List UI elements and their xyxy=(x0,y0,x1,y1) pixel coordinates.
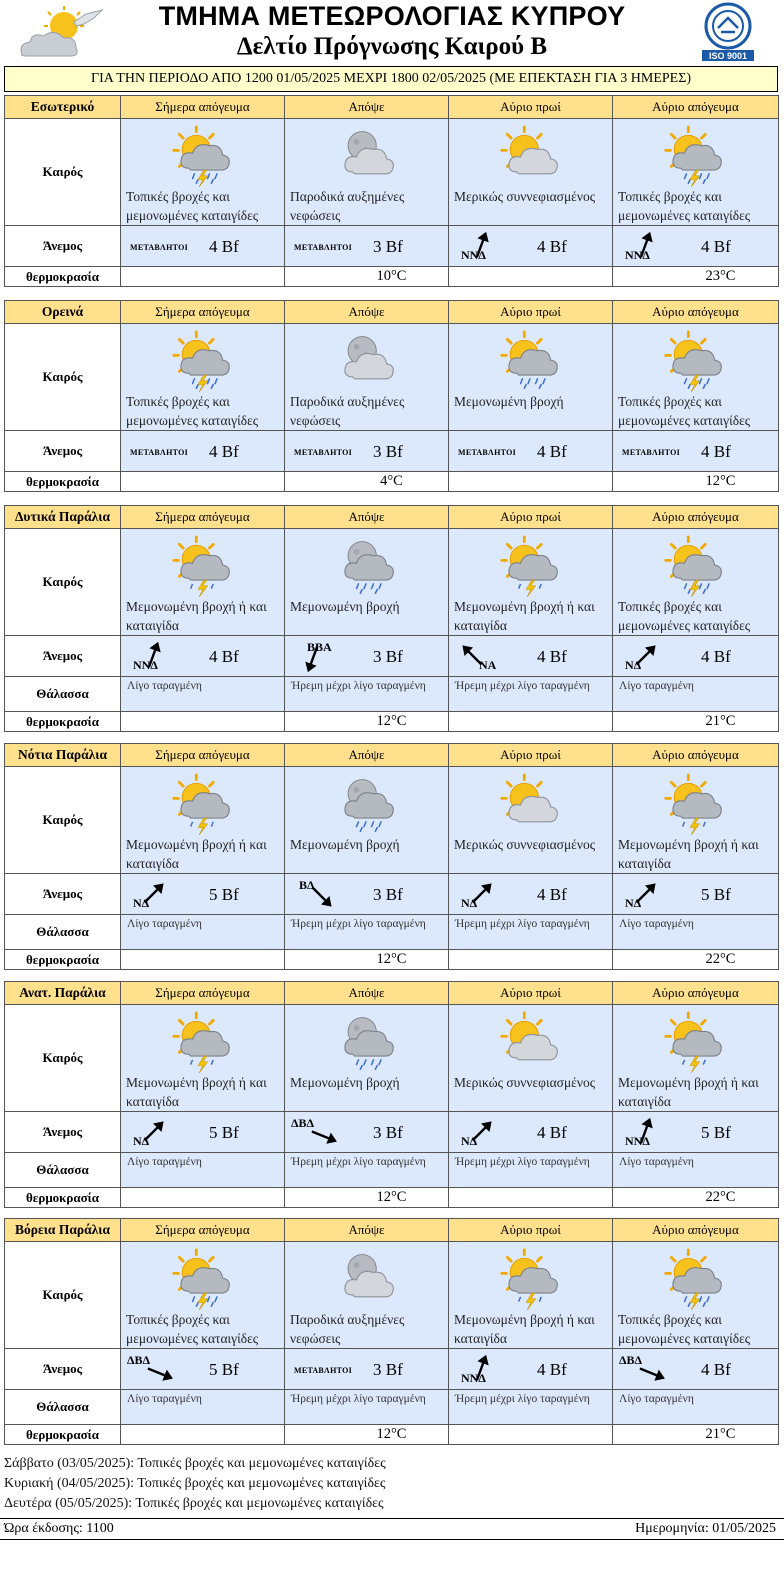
temperature-night: 12°C xyxy=(285,950,449,970)
weather-row xyxy=(5,1005,779,1112)
weather-description: Μερικώς συννεφιασμένος xyxy=(454,1075,596,1090)
cloud-moon-icon xyxy=(330,330,400,392)
sea-cell xyxy=(285,1390,449,1425)
sea-cell xyxy=(121,677,285,712)
sea-cell xyxy=(285,1153,449,1188)
wind-row xyxy=(5,226,779,267)
wind-direction-label: ΝΔ xyxy=(461,1134,478,1148)
weather-description: Τοπικές βροχές και μεμονωμένες καταιγίδες xyxy=(126,189,259,223)
sun-thunder-icon xyxy=(166,1011,236,1073)
weather-cell xyxy=(121,529,285,636)
wind-direction-label: ΝΝΔ xyxy=(461,1371,486,1385)
temperature-row-label: θερμοκρασία xyxy=(5,1188,121,1208)
sun-thunder-rain-icon xyxy=(166,330,236,392)
temperature-day: 22°C xyxy=(613,950,779,970)
wind-force: 4 Bf xyxy=(537,237,567,256)
weather-cell xyxy=(285,1242,449,1349)
wind-direction-label: ΝΝΔ xyxy=(625,248,650,262)
column-header: Αύριο πρωί xyxy=(449,1219,613,1242)
column-header: Απόψε xyxy=(285,506,449,529)
temperature-row xyxy=(5,472,779,492)
temperature-row xyxy=(5,267,779,287)
wind-row-label: Άνεμος xyxy=(5,874,121,915)
weather-cell xyxy=(121,1005,285,1112)
weather-row-label: Καιρός xyxy=(5,529,121,636)
weather-cell xyxy=(613,119,779,226)
weather-description: Τοπικές βροχές και μεμονωμένες καταιγίδες xyxy=(126,394,259,428)
outlook-line: Κυριακή (04/05/2025): Τοπικές βροχές και μεμονωμένες καταιγίδες xyxy=(4,1476,386,1491)
wind-row xyxy=(5,1112,779,1153)
wind-direction-label: ΜΕΤΑΒΛΗΤΟΙ xyxy=(130,448,189,457)
region-table xyxy=(4,981,779,1208)
sea-state: Λίγο ταραγμένη xyxy=(619,1156,694,1168)
wind-direction-label: ΔΒΔ xyxy=(291,1116,315,1130)
wind-cell xyxy=(285,431,449,472)
region-table xyxy=(4,505,779,732)
weather-row-label: Καιρός xyxy=(5,1242,121,1349)
wind-cell xyxy=(285,1349,449,1390)
sun-thunder-icon xyxy=(166,535,236,597)
weather-description: Μερικώς συννεφιασμένος xyxy=(454,189,596,204)
region-name: Δυτικά Παράλια xyxy=(5,506,121,529)
wind-row-label: Άνεμος xyxy=(5,1349,121,1390)
wind-cell xyxy=(121,431,285,472)
weather-description: Τοπικές βροχές και μεμονωμένες καταιγίδες xyxy=(126,1312,259,1346)
wind-direction-label: ΒΔ xyxy=(299,878,315,892)
sea-cell xyxy=(449,677,613,712)
weather-description: Τοπικές βροχές και μεμονωμένες καταιγίδες xyxy=(618,189,751,223)
weather-cell xyxy=(285,324,449,431)
sun-thunder-rain-icon xyxy=(166,125,236,187)
weather-description: Μεμονωμένη βροχή ή και καταιγίδα xyxy=(618,1075,759,1109)
weather-cell xyxy=(449,767,613,874)
region-header-row xyxy=(5,1219,779,1242)
sea-row-label: Θάλασσα xyxy=(5,915,121,950)
forecast-period: ΓΙΑ ΤΗΝ ΠΕΡΙΟΔΟ ΑΠΟ 1200 01/05/2025 ΜΕΧΡΙ 1800 02/05/2025 (ΜΕ ΕΠΕΚΤΑΣΗ ΓΙΑ 3 ΗΜΕΡΕΣ) xyxy=(4,66,778,92)
wind-direction-label: ΝΝΔ xyxy=(625,1134,650,1148)
sun-thunder-icon xyxy=(494,1248,564,1310)
sea-state: Ήρεμη μέχρι λίγο ταραγμένη xyxy=(291,1393,426,1405)
weather-cell xyxy=(285,119,449,226)
wind-cell xyxy=(449,1112,613,1153)
wind-direction-label: ΝΝΔ xyxy=(461,248,486,262)
wind-force: 4 Bf xyxy=(537,885,567,904)
column-header: Αύριο απόγευμα xyxy=(613,1219,779,1242)
wind-force: 5 Bf xyxy=(701,885,731,904)
wind-cell xyxy=(121,226,285,267)
wind-force: 5 Bf xyxy=(209,1360,239,1379)
weather-description: Μεμονωμένη βροχή xyxy=(454,394,564,409)
weather-description: Τοπικές βροχές και μεμονωμένες καταιγίδες xyxy=(618,394,751,428)
sea-cell xyxy=(613,1153,779,1188)
temperature-row xyxy=(5,1425,779,1445)
weather-row-label: Καιρός xyxy=(5,767,121,874)
column-header: Σήμερα απόγευμα xyxy=(121,1219,285,1242)
wind-force: 4 Bf xyxy=(209,647,239,666)
column-header: Αύριο πρωί xyxy=(449,982,613,1005)
wind-force: 4 Bf xyxy=(701,237,731,256)
column-header: Σήμερα απόγευμα xyxy=(121,301,285,324)
weather-cell xyxy=(121,767,285,874)
wind-cell xyxy=(121,1349,285,1390)
temperature-cell xyxy=(449,472,613,492)
wind-force: 5 Bf xyxy=(209,1123,239,1142)
weather-cell xyxy=(613,767,779,874)
region-header-row xyxy=(5,506,779,529)
sun-thunder-icon xyxy=(658,773,728,835)
weather-description: Μεμονωμένη βροχή ή και καταιγίδα xyxy=(126,599,267,633)
outlook-line: Σάββατο (03/05/2025): Τοπικές βροχές και μεμονωμένες καταιγίδες xyxy=(4,1456,386,1471)
temperature-day: 22°C xyxy=(613,1188,779,1208)
column-header: Απόψε xyxy=(285,96,449,119)
issue-time: Ώρα έκδοσης: 1100 xyxy=(4,1521,114,1536)
temperature-row-label: θερμοκρασία xyxy=(5,712,121,732)
wind-direction-label: ΝΔ xyxy=(625,658,642,672)
temperature-day: 12°C xyxy=(613,472,779,492)
temperature-row-label: θερμοκρασία xyxy=(5,472,121,492)
temperature-night: 10°C xyxy=(285,267,449,287)
column-header: Αύριο πρωί xyxy=(449,744,613,767)
column-header: Απόψε xyxy=(285,744,449,767)
region-name: Ορεινά xyxy=(5,301,121,324)
weather-description: Μεμονωμένη βροχή ή και καταιγίδα xyxy=(454,1312,595,1346)
region-name: Ανατ. Παράλια xyxy=(5,982,121,1005)
temperature-cell xyxy=(121,472,285,492)
wind-cell xyxy=(613,636,779,677)
weather-row-label: Καιρός xyxy=(5,119,121,226)
wind-force: 3 Bf xyxy=(373,237,403,256)
wind-cell xyxy=(285,874,449,915)
sea-state: Ήρεμη μέχρι λίγο ταραγμένη xyxy=(291,918,426,930)
wind-cell xyxy=(449,1349,613,1390)
column-header: Αύριο πρωί xyxy=(449,506,613,529)
wind-direction-label: ΜΕΤΑΒΛΗΤΟΙ xyxy=(294,243,353,252)
weather-cell xyxy=(613,529,779,636)
wind-force: 4 Bf xyxy=(209,442,239,461)
sea-row-label: Θάλασσα xyxy=(5,1153,121,1188)
wind-row xyxy=(5,874,779,915)
temperature-day: 21°C xyxy=(613,1425,779,1445)
region-header-row xyxy=(5,301,779,324)
temperature-cell xyxy=(121,267,285,287)
column-header: Αύριο απόγευμα xyxy=(613,744,779,767)
moon-rain-icon xyxy=(330,773,400,835)
weather-row xyxy=(5,529,779,636)
sun-thunder-icon xyxy=(494,535,564,597)
temperature-night: 4°C xyxy=(285,472,449,492)
wind-row-label: Άνεμος xyxy=(5,1112,121,1153)
sea-cell xyxy=(449,915,613,950)
moon-rain-icon xyxy=(330,1011,400,1073)
weather-description: Παροδικά αυξημένες νεφώσεις xyxy=(290,394,405,428)
wind-row xyxy=(5,636,779,677)
temperature-day: 23°C xyxy=(613,267,779,287)
sea-cell xyxy=(449,1390,613,1425)
temperature-row-label: θερμοκρασία xyxy=(5,267,121,287)
wind-force: 4 Bf xyxy=(537,647,567,666)
temperature-row-label: θερμοκρασία xyxy=(5,950,121,970)
weather-row-label: Καιρός xyxy=(5,1005,121,1112)
sea-cell xyxy=(285,915,449,950)
wind-direction-label: ΝΔ xyxy=(625,896,642,910)
wind-row xyxy=(5,1349,779,1390)
sea-state: Λίγο ταραγμένη xyxy=(619,1393,694,1405)
region-header-row xyxy=(5,96,779,119)
wind-cell xyxy=(285,1112,449,1153)
weather-cell xyxy=(613,324,779,431)
sun-thunder-icon xyxy=(658,1011,728,1073)
wind-force: 3 Bf xyxy=(373,1360,403,1379)
wind-direction-label: ΝΔ xyxy=(461,896,478,910)
weather-description: Μεμονωμένη βροχή ή και καταιγίδα xyxy=(454,599,595,633)
page-title: ΤΜΗΜΑ ΜΕΤΕΩΡΟΛΟΓΙΑΣ ΚΥΠΡΟΥ xyxy=(158,1,626,31)
sea-row xyxy=(5,677,779,712)
wind-direction-label: ΔΒΔ xyxy=(619,1353,643,1367)
wind-cell xyxy=(613,1349,779,1390)
sea-state: Ήρεμη μέχρι λίγο ταραγμένη xyxy=(455,1393,590,1405)
temperature-night: 12°C xyxy=(285,1188,449,1208)
iso-certification-logo-icon xyxy=(700,2,756,62)
weather-row xyxy=(5,767,779,874)
wind-cell xyxy=(449,636,613,677)
sea-state: Λίγο ταραγμένη xyxy=(127,918,202,930)
wind-direction-label: ΜΕΤΑΒΛΗΤΟΙ xyxy=(130,243,189,252)
column-header: Αύριο απόγευμα xyxy=(613,301,779,324)
sea-row-label: Θάλασσα xyxy=(5,677,121,712)
weather-description: Μεμονωμένη βροχή ή και καταιγίδα xyxy=(618,837,759,871)
weather-description: Τοπικές βροχές και μεμονωμένες καταιγίδες xyxy=(618,1312,751,1346)
wind-force: 4 Bf xyxy=(209,237,239,256)
column-header: Απόψε xyxy=(285,982,449,1005)
weather-description: Μεμονωμένη βροχή xyxy=(290,599,400,614)
column-header: Αύριο πρωί xyxy=(449,96,613,119)
temperature-night: 12°C xyxy=(285,712,449,732)
wind-force: 3 Bf xyxy=(373,647,403,666)
wind-force: 4 Bf xyxy=(701,442,731,461)
temperature-cell xyxy=(449,950,613,970)
temperature-cell xyxy=(449,1188,613,1208)
temperature-cell xyxy=(449,267,613,287)
sea-cell xyxy=(121,1390,285,1425)
weather-row-label: Καιρός xyxy=(5,324,121,431)
temperature-row-label: θερμοκρασία xyxy=(5,1425,121,1445)
weather-row xyxy=(5,324,779,431)
wind-cell xyxy=(449,226,613,267)
temperature-cell xyxy=(121,1425,285,1445)
wind-force: 3 Bf xyxy=(373,1123,403,1142)
wind-cell xyxy=(121,874,285,915)
page-header xyxy=(0,0,784,64)
wind-cell xyxy=(613,874,779,915)
weather-description: Παροδικά αυξημένες νεφώσεις xyxy=(290,189,405,223)
weather-cell xyxy=(449,1005,613,1112)
weather-cell xyxy=(121,324,285,431)
wind-force: 4 Bf xyxy=(701,647,731,666)
wind-direction-label: ΝΔ xyxy=(133,896,150,910)
column-header: Απόψε xyxy=(285,1219,449,1242)
column-header: Σήμερα απόγευμα xyxy=(121,982,285,1005)
wind-force: 3 Bf xyxy=(373,885,403,904)
sun-thunder-rain-icon xyxy=(658,330,728,392)
weather-row xyxy=(5,119,779,226)
wind-direction-label: ΝΝΔ xyxy=(133,658,158,672)
wind-cell xyxy=(613,226,779,267)
page-footer xyxy=(0,1518,784,1540)
weather-cell xyxy=(449,119,613,226)
moon-rain-icon xyxy=(330,535,400,597)
weather-description: Μερικώς συννεφιασμένος xyxy=(454,837,596,852)
sea-cell xyxy=(613,677,779,712)
wind-direction-label: ΝΔ xyxy=(133,1134,150,1148)
weather-cell xyxy=(613,1242,779,1349)
region-table xyxy=(4,743,779,970)
wind-direction-label: ΒΒΑ xyxy=(307,640,332,654)
sea-row-label: Θάλασσα xyxy=(5,1390,121,1425)
weather-cell xyxy=(449,529,613,636)
outlook-line: Δευτέρα (05/05/2025): Τοπικές βροχές και μεμονωμένες καταιγίδες xyxy=(4,1496,384,1511)
temperature-day: 21°C xyxy=(613,712,779,732)
region-table xyxy=(4,95,779,287)
weather-cell xyxy=(121,119,285,226)
sea-state: Λίγο ταραγμένη xyxy=(127,1393,202,1405)
region-header-row xyxy=(5,982,779,1005)
weather-description: Μεμονωμένη βροχή ή και καταιγίδα xyxy=(126,1075,267,1109)
issue-date: Ημερομηνία: 01/05/2025 xyxy=(635,1521,776,1536)
sea-cell xyxy=(121,1153,285,1188)
column-header: Αύριο απόγευμα xyxy=(613,96,779,119)
wind-cell xyxy=(121,636,285,677)
sea-cell xyxy=(121,915,285,950)
region-table xyxy=(4,300,779,492)
temperature-cell xyxy=(121,950,285,970)
sea-state: Ήρεμη μέχρι λίγο ταραγμένη xyxy=(291,680,426,692)
temperature-cell xyxy=(121,712,285,732)
cloud-moon-icon xyxy=(330,125,400,187)
weather-cell xyxy=(285,767,449,874)
column-header: Σήμερα απόγευμα xyxy=(121,744,285,767)
wind-row-label: Άνεμος xyxy=(5,226,121,267)
wind-cell xyxy=(613,431,779,472)
weather-description: Τοπικές βροχές και μεμονωμένες καταιγίδες xyxy=(618,599,751,633)
region-name: Νότια Παράλια xyxy=(5,744,121,767)
sea-row xyxy=(5,1153,779,1188)
wind-row-label: Άνεμος xyxy=(5,431,121,472)
column-header: Σήμερα απόγευμα xyxy=(121,96,285,119)
sun-thunder-rain-icon xyxy=(658,1248,728,1310)
column-header: Αύριο απόγευμα xyxy=(613,982,779,1005)
page-subtitle: Δελτίο Πρόγνωσης Καιρού Β xyxy=(236,33,548,60)
region-table xyxy=(4,1218,779,1445)
column-header: Αύριο απόγευμα xyxy=(613,506,779,529)
wind-direction-label: ΜΕΤΑΒΛΗΤΟΙ xyxy=(458,448,517,457)
temperature-row xyxy=(5,1188,779,1208)
column-header: Αύριο πρωί xyxy=(449,301,613,324)
sea-state: Λίγο ταραγμένη xyxy=(127,1156,202,1168)
sea-cell xyxy=(449,1153,613,1188)
wind-force: 4 Bf xyxy=(537,1123,567,1142)
weather-cell xyxy=(449,324,613,431)
sea-state: Λίγο ταραγμένη xyxy=(127,680,202,692)
temperature-row xyxy=(5,950,779,970)
weather-description: Μεμονωμένη βροχή xyxy=(290,837,400,852)
sea-state: Λίγο ταραγμένη xyxy=(619,680,694,692)
temperature-night: 12°C xyxy=(285,1425,449,1445)
sun-thunder-rain-icon xyxy=(658,125,728,187)
weather-description: Μεμονωμένη βροχή ή και καταιγίδα xyxy=(126,837,267,871)
wind-direction-label: ΝΑ xyxy=(479,658,497,672)
weather-cell xyxy=(285,1005,449,1112)
sea-state: Ήρεμη μέχρι λίγο ταραγμένη xyxy=(455,680,590,692)
wind-direction-label: ΔΒΔ xyxy=(127,1353,151,1367)
sun-cloud-icon xyxy=(494,1011,564,1073)
wind-row-label: Άνεμος xyxy=(5,636,121,677)
wind-force: 3 Bf xyxy=(373,442,403,461)
sun-cloud-icon xyxy=(494,125,564,187)
temperature-row xyxy=(5,712,779,732)
iso-label: ISO 9001 xyxy=(708,51,748,61)
sun-thunder-icon xyxy=(166,773,236,835)
wind-force: 5 Bf xyxy=(701,1123,731,1142)
weather-row xyxy=(5,1242,779,1349)
weather-cell xyxy=(613,1005,779,1112)
sea-state: Λίγο ταραγμένη xyxy=(619,918,694,930)
sea-cell xyxy=(285,677,449,712)
column-header: Σήμερα απόγευμα xyxy=(121,506,285,529)
sun-thunder-rain-icon xyxy=(166,1248,236,1310)
wind-cell xyxy=(449,431,613,472)
wind-row xyxy=(5,431,779,472)
region-header-row xyxy=(5,744,779,767)
sun-cloud-icon xyxy=(494,773,564,835)
weather-description: Παροδικά αυξημένες νεφώσεις xyxy=(290,1312,405,1346)
wind-direction-label: ΜΕΤΑΒΛΗΤΟΙ xyxy=(294,1366,353,1375)
sea-row xyxy=(5,915,779,950)
wind-force: 4 Bf xyxy=(537,1360,567,1379)
wind-direction-label: ΜΕΤΑΒΛΗΤΟΙ xyxy=(294,448,353,457)
wind-cell xyxy=(285,636,449,677)
wind-cell xyxy=(285,226,449,267)
sun-rain-icon xyxy=(494,330,564,392)
wind-force: 5 Bf xyxy=(209,885,239,904)
wind-cell xyxy=(121,1112,285,1153)
temperature-cell xyxy=(121,1188,285,1208)
region-name: Βόρεια Παράλια xyxy=(5,1219,121,1242)
wind-cell xyxy=(613,1112,779,1153)
weather-cell xyxy=(449,1242,613,1349)
extended-outlook xyxy=(4,1454,386,1514)
weather-description: Μεμονωμένη βροχή xyxy=(290,1075,400,1090)
sea-state: Ήρεμη μέχρι λίγο ταραγμένη xyxy=(455,918,590,930)
temperature-cell xyxy=(449,712,613,732)
wind-cell xyxy=(449,874,613,915)
sea-cell xyxy=(613,1390,779,1425)
sea-cell xyxy=(613,915,779,950)
column-header: Απόψε xyxy=(285,301,449,324)
region-name: Εσωτερικό xyxy=(5,96,121,119)
cloud-moon-icon xyxy=(330,1248,400,1310)
wind-force: 4 Bf xyxy=(701,1360,731,1379)
sun-thunder-rain-icon xyxy=(658,535,728,597)
sea-state: Ήρεμη μέχρι λίγο ταραγμένη xyxy=(291,1156,426,1168)
weather-cell xyxy=(121,1242,285,1349)
temperature-cell xyxy=(449,1425,613,1445)
weather-cell xyxy=(285,529,449,636)
wind-force: 4 Bf xyxy=(537,442,567,461)
sea-state: Ήρεμη μέχρι λίγο ταραγμένη xyxy=(455,1156,590,1168)
wind-direction-label: ΜΕΤΑΒΛΗΤΟΙ xyxy=(622,448,681,457)
sea-row xyxy=(5,1390,779,1425)
